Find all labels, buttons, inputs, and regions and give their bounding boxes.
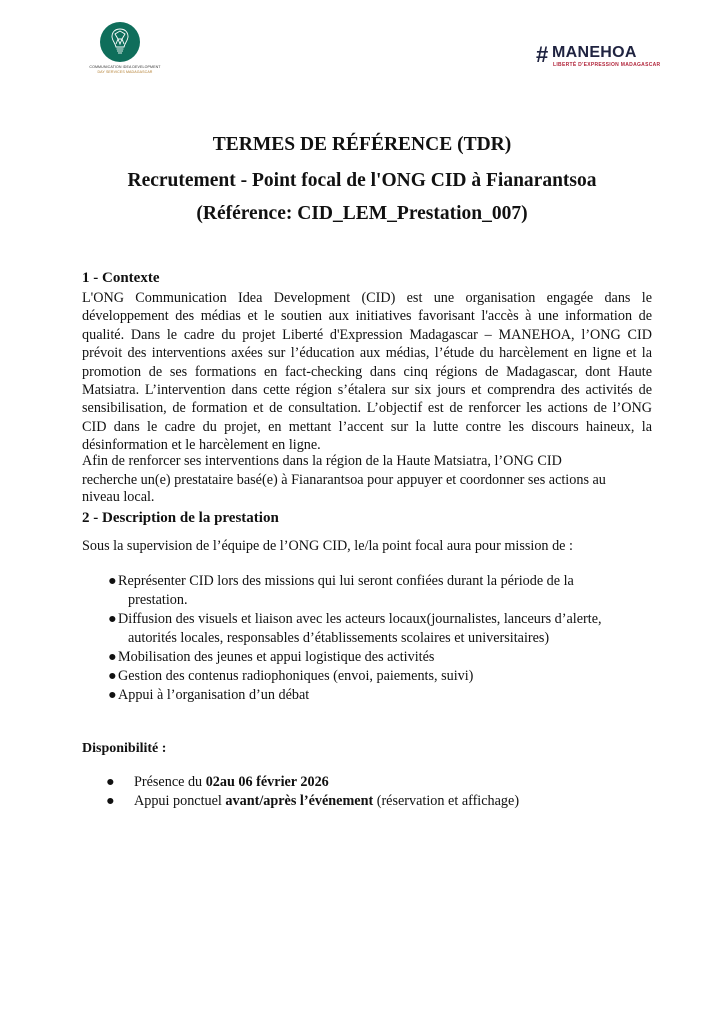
list-item [108,610,648,648]
context-paragraph-2-line-3: niveau local. [82,489,155,505]
availability-emphasis: avant/après l’événement [225,793,374,809]
list-item [108,667,648,686]
paragraph-line: prévoit des interventions axées sur l’éducation aux médias, l’étude du harcèlement en ligne et la [82,345,652,362]
cid-logo-caption [85,65,165,74]
paragraph-line: promotion de ses formations en fact-checking dans cinq régions de Madagascar, dont Haute [82,363,652,380]
document-title: TERMES DE RÉFÉRENCE (TDR) [212,134,512,155]
context-paragraph-2-line-2: recherche un(e) prestataire basé(e) à Fianarantsoa pour appuyer et coordonner ses actions au [82,472,606,488]
availability-dates: 02au 06 février 2026 [205,774,329,790]
paragraph-line: CID dans le cadre du projet, en mettant l’accent sur la lutte contre les discours haineux, la [82,418,652,435]
list-item-text: Mobilisation des jeunes et appui logistique des activités [118,649,435,665]
section-1-heading: 1 - Contexte [82,270,160,286]
availability-text: Appui ponctuel [134,793,226,809]
cid-logo-name: COMMUNICATION IDEA DEVELOPMENT [89,65,161,69]
manehoa-logo-tagline: LIBERTÉ D'EXPRESSION MADAGASCAR [553,62,661,68]
paragraph-line: L'ONG Communication Idea Development (CID) est une organisation engagée dans le [82,290,652,306]
paragraph-line: Matsiatra. L’intervention dans cette région s’étalera sur six jours et comprendra des activités de [82,382,652,399]
list-item-continuation: prestation. [128,592,188,608]
context-paragraph [82,289,652,455]
list-item [106,792,646,811]
bullet-icon: ● [108,573,117,589]
list-item-text: Représenter CID lors des missions qui lui seront confiées durant la période de la [118,573,574,589]
bullet-icon: ● [108,668,117,684]
paragraph-line: qualité. Dans le cadre du projet Liberté d'Expression Madagascar – MANEHOA, l’ONG CID [82,326,652,343]
cid-logo [85,22,175,82]
bullet-icon: ● [106,793,115,809]
context-paragraph-2-line-1: Afin de renforcer ses interventions dans la région de la Haute Matsiatra, l’ONG CID [82,453,562,469]
list-item [108,648,648,667]
paragraph-line: désinformation et le harcèlement en ligne. [82,437,321,454]
list-item [108,686,648,705]
document-subtitle: Recrutement - Point focal de l'ONG CID à Fianarantsoa [127,170,597,191]
list-item-text: Diffusion des visuels et liaison avec les acteurs locaux(journalistes, lanceurs d’alerte, [118,611,602,627]
availability-text-after: (réservation et affichage) [373,793,520,809]
availability-heading: Disponibilité : [82,741,167,756]
document-reference: (Référence: CID_LEM_Prestation_007) [196,203,528,224]
list-item-continuation: autorités locales, responsables d’établissements scolaires et universitaires) [128,630,550,646]
bullet-icon: ● [106,774,115,790]
section-2-intro: Sous la supervision de l’équipe de l’ONG CID, le/la point focal aura pour mission de : [82,538,573,554]
missions-list [108,572,648,705]
availability-text: Présence du [134,774,206,790]
availability-list [106,773,646,811]
list-item-text: Gestion des contenus radiophoniques (envoi, paiements, suivi) [118,668,474,684]
list-item-text: Appui à l’organisation d’un débat [118,687,310,703]
bullet-icon: ● [108,687,117,703]
section-2-heading: 2 - Description de la prestation [82,510,279,526]
paragraph-line: sensibilisation, de formation et de consultation. L’objectif est de renforcer les actions de l’ONG [82,400,652,417]
hashtag-icon: # [536,42,549,67]
manehoa-logo-name: MANEHOA [552,44,637,61]
list-item [106,773,646,792]
bullet-icon: ● [108,611,117,627]
manehoa-logo [536,42,661,70]
cid-logo-tagline: DAY SERVICES MADAGASCAR [97,69,153,74]
bullet-icon: ● [108,649,117,665]
paragraph-line: développement des médias et le soutien aux initiatives favorisant l'accès à une information de [82,308,652,325]
list-item [108,572,648,610]
lightbulb-icon [100,22,140,62]
